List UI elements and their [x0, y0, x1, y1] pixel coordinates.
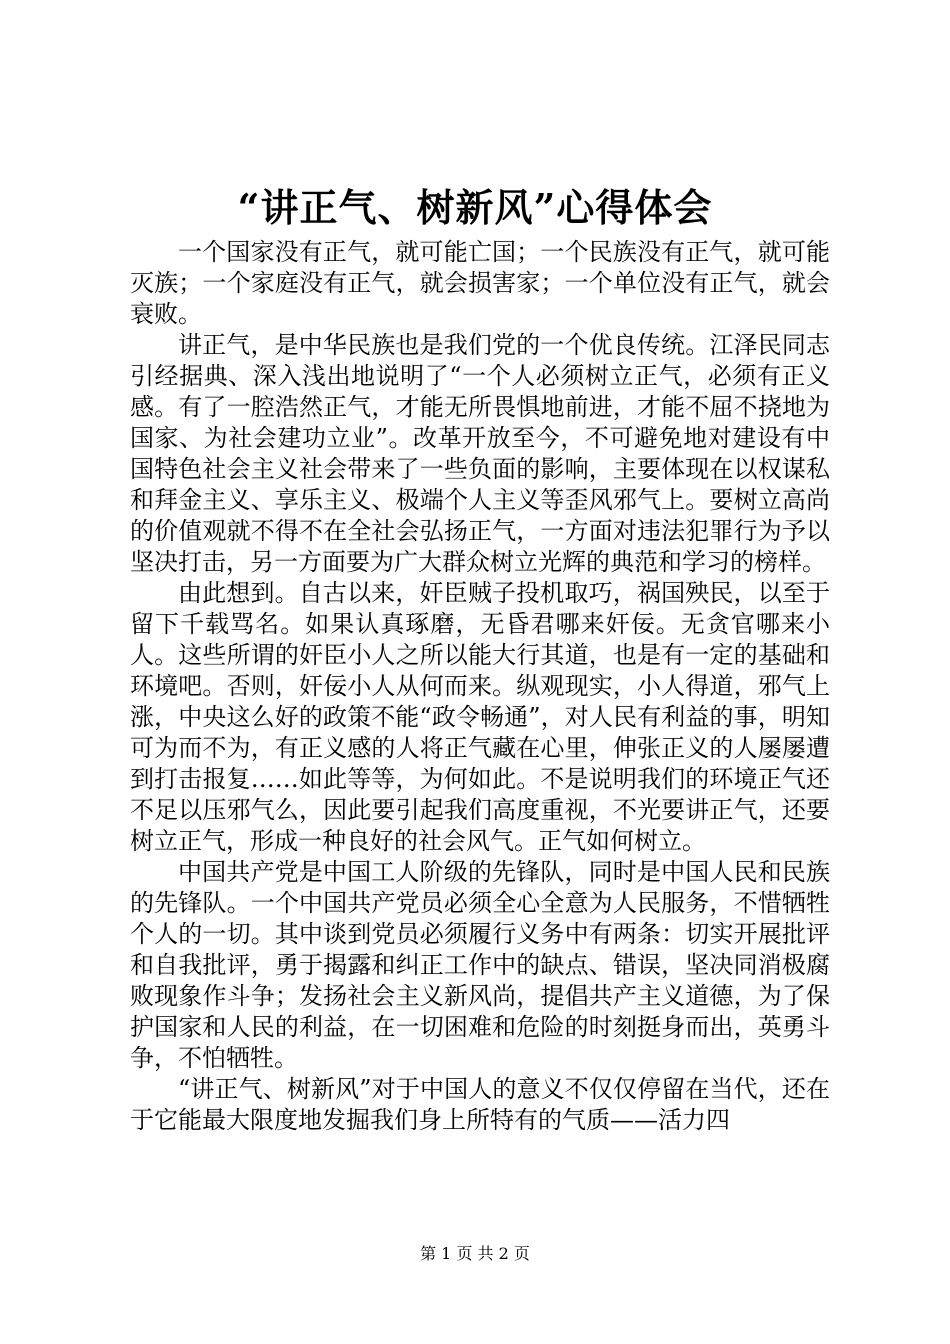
document-body — [130, 237, 830, 1136]
document-title: “讲正气、树新风”心得体会 — [237, 185, 713, 230]
paragraph-3: 由此想到。自古以来，奸臣贼子投机取巧，祸国殃民，以至于留下千载骂名。如果认真琢磨，无昏君哪来奸佞。无贪官哪来小人。这些所谓的奸臣小人之所以能大行其道，也是有一定的基础和环境吧。否则，奸佞小人从何而来。纵观现实，小人得道，邪气上涨，中央这么好的政策不能“政令畅通”，对人民有利益的事，明知可为而不为，有正义感的人将正气藏在心里，伸张正义的人屡屡遭到打击报复……如此等等，为何如此。不是说明我们的环境正气还不足以压邪气么，因此要引起我们高度重视，不光要讲正气，还要树立正气，形成一种良好的社会风气。正气如何树立。 — [130, 579, 830, 855]
paragraph-5: “讲正气、树新风”对于中国人的意义不仅仅停留在当代，还在于它能最大限度地发掘我们身上所特有的气质——活力四 — [130, 1075, 830, 1134]
page-footer: 第 1 页 共 2 页 — [420, 1244, 530, 1263]
paragraph-4: 中国共产党是中国工人阶级的先锋队，同时是中国人民和民族的先锋队。一个中国共产党员必须全心全意为人民服务，不惜牺牲个人的一切。其中谈到党员必须履行义务中有两条：切实开展批评和自我批评，勇于揭露和纠正工作中的缺点、错误，坚决同消极腐败现象作斗争；发扬社会主义新风尚，提倡共产主义道德，为了保护国家和人民的利益，在一切困难和危险的时刻挺身而出，英勇斗争，不怕牺牲。 — [130, 858, 830, 1072]
paragraph-2: 讲正气，是中华民族也是我们党的一个优良传统。江泽民同志引经据典、深入浅出地说明了“一个人必须树立正气，必须有正义感。有了一腔浩然正气，才能无所畏惧地前进，才能不屈不挠地为国家、为社会建功立业”。改革开放至今，不可避免地对建设有中国特色社会主义社会带来了一些负面的影响，主要体现在以权谋私和拜金主义、享乐主义、极端个人主义等歪风邪气上。要树立高尚的价值观就不得不在全社会弘扬正气，一方面对违法犯罪行为予以坚决打击，另一方面要为广大群众树立光辉的典范和学习的榜样。 — [130, 331, 830, 576]
paragraph-1: 一个国家没有正气，就可能亡国；一个民族没有正气，就可能灭族；一个家庭没有正气，就会损害家；一个单位没有正气，就会衰败。 — [130, 238, 830, 328]
